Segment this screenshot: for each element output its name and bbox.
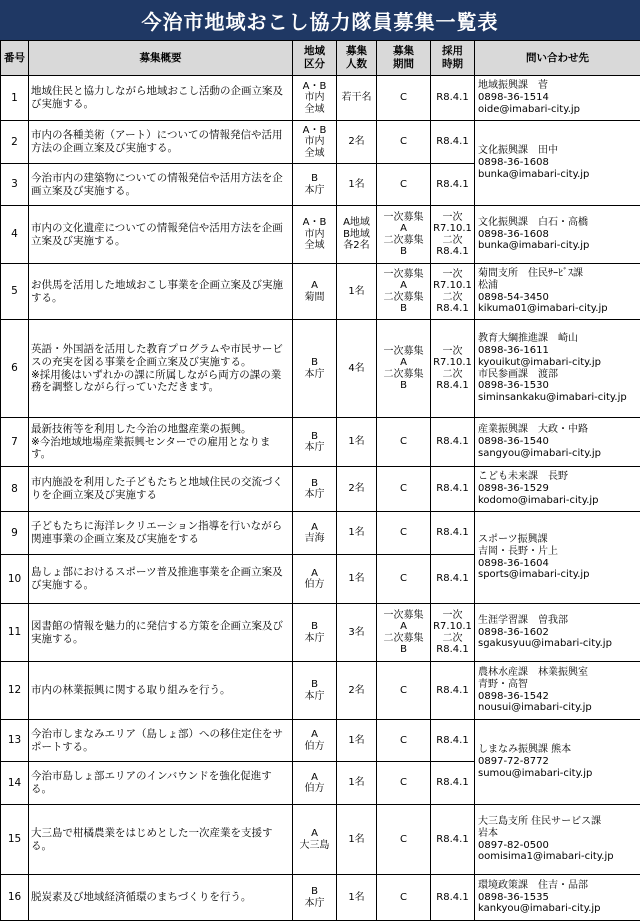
count-cell: 1名 [337, 805, 377, 875]
period-cell: C [377, 418, 431, 467]
table-row [1, 662, 640, 720]
summary-cell: 今治市島しょ部エリアのインバウンドを強化促進する。 [29, 762, 293, 805]
period-cell: C [377, 875, 431, 921]
count-cell: 2名 [337, 121, 377, 164]
table-row [1, 320, 640, 418]
hire-cell: R8.4.1 [431, 662, 475, 720]
number-cell: 5 [1, 264, 29, 320]
area-cell: A 伯方 [293, 555, 337, 604]
count-cell: 1名 [337, 418, 377, 467]
header-summary: 募集概要 [29, 41, 293, 76]
period-cell: 一次募集 A 二次募集 B [377, 320, 431, 418]
table-row [1, 467, 640, 512]
summary-cell: お供馬を活用した地域おこし事業を企画立案及び実施する。 [29, 264, 293, 320]
table-row [1, 604, 640, 662]
summary-cell: 大三島で柑橘農業をはじめとした一次産業を支援する。 [29, 805, 293, 875]
count-cell: 1名 [337, 264, 377, 320]
number-cell: 14 [1, 762, 29, 805]
contact-cell: 菊間支所 住民ｻｰﾋﾞｽ課 松浦 0898-54-3450 kikuma01@imabari-city.jp [475, 264, 640, 320]
hire-cell: R8.4.1 [431, 720, 475, 762]
count-cell: 1名 [337, 164, 377, 206]
count-cell: 1名 [337, 512, 377, 555]
contact-cell: スポーツ振興課 吉岡・長野・片上 0898-36-1604 sports@imabari-city.jp [475, 512, 640, 604]
header-row [1, 41, 640, 76]
hire-cell: R8.4.1 [431, 512, 475, 555]
number-cell: 10 [1, 555, 29, 604]
area-cell: B 本庁 [293, 164, 337, 206]
contact-cell: 環境政策課 住吉・品部 0898-36-1535 kankyou@imabari-city.jp [475, 875, 640, 921]
summary-cell: 今治市内の建築物についての情報発信や活用方法を企画立案及び実施する。 [29, 164, 293, 206]
area-cell: B 本庁 [293, 662, 337, 720]
summary-cell: 市内施設を利用した子どもたちと地域住民の交流づくりを企画立案及び実施する [29, 467, 293, 512]
summary-cell: 今治市しまなみエリア（島しょ部）への移住定住をサポートする。 [29, 720, 293, 762]
area-cell: A 伯方 [293, 762, 337, 805]
contact-cell: 生涯学習課 曽我部 0898-36-1602 sgakusyuu@imabari-city.jp [475, 604, 640, 662]
hire-cell: R8.4.1 [431, 418, 475, 467]
hire-cell: R8.4.1 [431, 76, 475, 121]
number-cell: 15 [1, 805, 29, 875]
count-cell: 1名 [337, 762, 377, 805]
hire-cell: R8.4.1 [431, 121, 475, 164]
number-cell: 11 [1, 604, 29, 662]
area-cell: B 本庁 [293, 467, 337, 512]
period-cell: C [377, 512, 431, 555]
area-cell: A 大三島 [293, 805, 337, 875]
contact-cell: 大三島支所 住民サービス課 岩本 0897-82-0500 oomisima1@imabari-city.jp [475, 805, 640, 875]
number-cell: 2 [1, 121, 29, 164]
number-cell: 8 [1, 467, 29, 512]
number-cell: 3 [1, 164, 29, 206]
contact-cell: しまなみ振興課 熊本 0897-72-8772 sumou@imabari-city.jp [475, 720, 640, 805]
summary-cell: 最新技術等を利用した今治の地盤産業の振興。 ※今治地域地場産業振興センターでの雇用となります。 [29, 418, 293, 467]
summary-cell: 地域住民と協力しながら地域おこし活動の企画立案及び実施する。 [29, 76, 293, 121]
header-hire: 採用 時期 [431, 41, 475, 76]
contact-cell: 地域振興課 菅 0898-36-1514 oide@imabari-city.jp [475, 76, 640, 121]
area-cell: A・B 市内 全域 [293, 206, 337, 264]
hire-cell: R8.4.1 [431, 805, 475, 875]
count-cell: 1名 [337, 555, 377, 604]
table-row [1, 264, 640, 320]
hire-cell: R8.4.1 [431, 762, 475, 805]
area-cell: B 本庁 [293, 875, 337, 921]
summary-cell: 市内の林業振興に関する取り組みを行う。 [29, 662, 293, 720]
number-cell: 6 [1, 320, 29, 418]
hire-cell: R8.4.1 [431, 467, 475, 512]
table-row [1, 512, 640, 555]
number-cell: 13 [1, 720, 29, 762]
area-cell: B 本庁 [293, 604, 337, 662]
summary-cell: 英語・外国語を活用した教育プログラムや市民サービスの充実を図る事業を企画立案及び実施する。 ※採用後はいずれかの課に所属しながら両方の課の業務を調整しながら行っていただきます。 [29, 320, 293, 418]
summary-cell: 子どもたちに海洋レクリエーション指導を行いながら関連事業の企画立案及び実施をする [29, 512, 293, 555]
area-cell: B 本庁 [293, 320, 337, 418]
area-cell: A 菊間 [293, 264, 337, 320]
period-cell: C [377, 467, 431, 512]
summary-cell: 図書館の情報を魅力的に発信する方策を企画立案及び実施する。 [29, 604, 293, 662]
contact-cell: 教育大綱推進課 崎山 0898-36-1611 kyouikut@imabari-city.jp 市民参画課 渡部 0898-36-1530 siminsankaku@imabari-city.jp [475, 320, 640, 418]
hire-cell: R8.4.1 [431, 875, 475, 921]
count-cell: 2名 [337, 467, 377, 512]
header-contact: 問い合わせ先 [475, 41, 640, 76]
table-row [1, 805, 640, 875]
area-cell: A 吉海 [293, 512, 337, 555]
period-cell: 一次募集 A 二次募集 B [377, 604, 431, 662]
hire-cell: 一次 R7.10.1 二次 R8.4.1 [431, 320, 475, 418]
period-cell: C [377, 121, 431, 164]
hire-cell: R8.4.1 [431, 555, 475, 604]
period-cell: 一次募集 A 二次募集 B [377, 206, 431, 264]
header-number: 番号 [1, 41, 29, 76]
period-cell: 一次募集 A 二次募集 B [377, 264, 431, 320]
table-row [1, 418, 640, 467]
table-row [1, 875, 640, 921]
period-cell: C [377, 164, 431, 206]
summary-cell: 市内の文化遺産についての情報発信や活用方法を企画立案及び実施する。 [29, 206, 293, 264]
number-cell: 7 [1, 418, 29, 467]
header-count: 募集 人数 [337, 41, 377, 76]
period-cell: C [377, 555, 431, 604]
count-cell: 3名 [337, 604, 377, 662]
number-cell: 12 [1, 662, 29, 720]
contact-cell: 文化振興課 白石・高橋 0898-36-1608 bunka@imabari-city.jp [475, 206, 640, 264]
table-row [1, 720, 640, 762]
summary-cell: 市内の各種美術（アート）についての情報発信や活用方法の企画立案及び実施する。 [29, 121, 293, 164]
number-cell: 4 [1, 206, 29, 264]
summary-cell: 脱炭素及び地域経済循環のまちづくりを行う。 [29, 875, 293, 921]
summary-cell: 島しょ部におけるスポーツ普及推進事業を企画立案及び実施する。 [29, 555, 293, 604]
period-cell: C [377, 805, 431, 875]
period-cell: C [377, 76, 431, 121]
header-area: 地域 区分 [293, 41, 337, 76]
count-cell: 4名 [337, 320, 377, 418]
table-row [1, 206, 640, 264]
area-cell: B 本庁 [293, 418, 337, 467]
count-cell: 2名 [337, 662, 377, 720]
table-row [1, 76, 640, 121]
area-cell: A・B 市内 全域 [293, 76, 337, 121]
area-cell: A 伯方 [293, 720, 337, 762]
hire-cell: 一次 R7.10.1 二次 R8.4.1 [431, 604, 475, 662]
number-cell: 1 [1, 76, 29, 121]
contact-cell: こども未来課 長野 0898-36-1529 kodomo@imabari-city.jp [475, 467, 640, 512]
count-cell: 1名 [337, 720, 377, 762]
count-cell: A地域 B地域 各2名 [337, 206, 377, 264]
hire-cell: 一次 R7.10.1 二次 R8.4.1 [431, 264, 475, 320]
area-cell: A・B 市内 全域 [293, 121, 337, 164]
number-cell: 16 [1, 875, 29, 921]
period-cell: C [377, 720, 431, 762]
table-row [1, 121, 640, 164]
hire-cell: R8.4.1 [431, 164, 475, 206]
number-cell: 9 [1, 512, 29, 555]
count-cell: 1名 [337, 875, 377, 921]
page-title: 今治市地域おこし協力隊員募集一覧表 [0, 0, 640, 40]
header-period: 募集 期間 [377, 41, 431, 76]
period-cell: C [377, 762, 431, 805]
contact-cell: 文化振興課 田中 0898-36-1608 bunka@imabari-city.jp [475, 121, 640, 206]
recruitment-table [0, 40, 640, 921]
period-cell: C [377, 662, 431, 720]
contact-cell: 農林水産課 林業振興室 青野・高智 0898-36-1542 nousui@imabari-city.jp [475, 662, 640, 720]
count-cell: 若干名 [337, 76, 377, 121]
hire-cell: 一次 R7.10.1 二次 R8.4.1 [431, 206, 475, 264]
contact-cell: 産業振興課 大政・中路 0898-36-1540 sangyou@imabari-city.jp [475, 418, 640, 467]
